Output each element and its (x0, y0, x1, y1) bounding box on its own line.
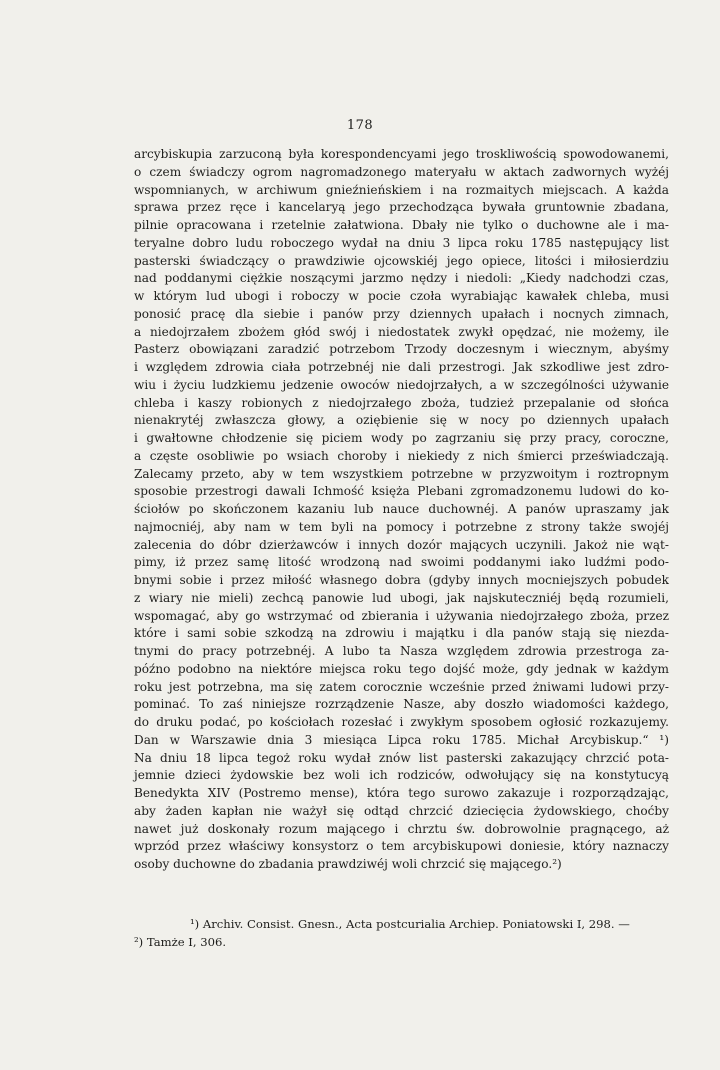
text-line: które i sami sobie szkodzą na zdrowiu i majątku i dla panów stają się niezda- (134, 626, 669, 641)
text-line: arcybiskupia zarzuconą była korespondencyami jego troskliwością spowodowanemi, (134, 147, 669, 161)
text-line: pilnie opracowana i rzetelnie załatwiona. Dbały nie tylko o duchowne ale i ma- (134, 218, 669, 232)
text-line: osoby duchowne do zbadania prawdziwéj woli chrzcić się mającego.²) (134, 857, 562, 871)
text-line: Benedykta XIV (Postremo mense), która tego surowo zakazuje i rozporządzając, (134, 786, 669, 800)
text-line: Na dniu 18 lipca tegoż roku wydał znów list pasterski zakazujący chrzcić pota- (134, 750, 669, 765)
text-line: wiu i życiu ludzkiemu jedzenie owoców niedojrzałych, a w szczególności używanie (134, 377, 669, 392)
text-line: i względem zdrowia ciała potrzebnéj nie dali przestrogi. Jak szkodliwe jest zdro- (134, 360, 669, 374)
text-line: wspomagać, aby go wstrzymać od zbierania i używania niedojrzałego zboża, przez (134, 608, 669, 623)
page-number: 178 (346, 118, 374, 133)
text-line: w którym lud ubogi i roboczy w pocie czoła wyrabiając kawałek chleba, musi (134, 289, 669, 303)
text-line: a częste osobliwie po wsiach choroby i niekiedy z nich śmierci przeświadczają. (134, 448, 669, 463)
text-line: ściołów po skończonem kazaniu lub nauce duchownéj. A panów upraszamy jak (134, 502, 669, 516)
text-line: nienakrytéj zwłaszcza głowy, a oziębienie się w nocy po dziennych upałach (134, 413, 669, 428)
text-line: do druku podać, po kościołach rozesłać i zwykłym sposobem ogłosić rozkazujemy. (134, 715, 669, 729)
text-line: sposobie przestrogi dawali Ichmość księża Plebani zgromadzonemu ludowi do ko- (134, 484, 669, 499)
text-line: o czem świadczy ogrom nagromadzonego materyału w aktach zadwornych wyżéj (134, 164, 669, 179)
text-line: aby żaden kapłan nie ważył się odtąd chrzcić dziecięcia żydowskiego, choćby (134, 803, 669, 818)
text-line: jemnie dzieci żydowskie bez woli ich rodziców, odwołujący się na konstytucyą (134, 768, 669, 783)
text-line: Zalecamy przeto, aby w tem wszystkiem potrzebne w przyzwoitym i roztropnym (134, 466, 669, 481)
text-line: późno podobno na niektóre miejsca roku tego dojść może, gdy jednak w każdym (134, 661, 669, 676)
text-line: ponosić pracę dla siebie i panów przy dziennych upałach i nocnych zimnach, (134, 306, 669, 321)
text-line: wprzód przez właściwy konsystorz o tem arcybiskupowi doniesie, który naznaczy (134, 839, 669, 854)
text-line: z wiary nie mieli) zechcą panowie lud ubogi, jak najskuteczniéj będą rozumieli, (134, 590, 669, 605)
text-line: pasterski świadczący o prawdziwie ojcowskiéj jego opiece, litości i miłosierdziu (134, 253, 669, 268)
text-line: chleba i kaszy robionych z niedojrzałego zboża, tudzież przepalanie od słońca (134, 395, 669, 410)
text-line: i gwałtowne chłodzenie się piciem wody po zagrzaniu się przy pracy, coroczne, (134, 431, 669, 445)
text-line: zalecenia do dóbr dzierżawców i innych dozór mających uczynili. Jakoż nie wąt- (134, 537, 669, 552)
text-line: najmocniéj, aby nam w tem byli na pomocy i potrzebne z strony także swojéj (134, 519, 669, 534)
body-text (134, 146, 669, 874)
text-line: teryalne dobro ludu roboczego wydał na dniu 3 lipca roku 1785 następujący list (134, 235, 669, 250)
text-line: sprawa przez ręce i kancelaryą jego przechodząca bywała gruntownie zbadana, (134, 200, 669, 215)
text-line: pimy, iż przez samę litość wrodzoną nad swoimi poddanymi iako ludźmi podo- (134, 555, 669, 570)
text-line: Pasterz obowiązani zaradzić potrzebom Trzody doczesnym i wiecznym, abyśmy (134, 342, 669, 357)
footnotes (134, 916, 669, 951)
footnote-2: ²) Tamże I, 306. (134, 934, 227, 949)
text-line: tnymi do pracy potrzebnéj. A lubo ta Nasza względem zdrowia przestroga za- (134, 644, 669, 658)
text-line: Dan w Warszawie dnia 3 miesiąca Lipca roku 1785. Michał Arcybiskup.“ ¹) (134, 732, 669, 747)
text-line: roku jest potrzebna, ma się zatem corocznie wcześnie przed żniwami ludowi przy- (134, 679, 669, 694)
text-line: nad poddanymi ciężkie noszącymi jarzmo nędzy i niedoli: „Kiedy nadchodzi czas, (134, 271, 669, 286)
text-line: pominać. To zaś niniejsze rozrządzenie Nasze, aby doszło wiadomości każdego, (134, 697, 669, 712)
text-line: bnymi sobie i przez miłość własnego dobra (gdyby innych mocniejszych pobudek (134, 573, 669, 587)
footnote-1: ¹) Archiv. Consist. Gnesn., Acta postcurialia Archiep. Poniatowski I, 298. — (190, 917, 630, 931)
text-line: nawet już doskonały rozum mającego i chrztu św. dobrowolnie pragnącego, aż (134, 821, 669, 836)
text-line: wspomnianych, w archiwum gnieźnieńskiem i na rozmaitych miejscach. A każda (134, 182, 669, 197)
text-line: a niedojrzałem zbożem głód swój i niedostatek zwykł opędzać, nie możemy, ile (134, 324, 669, 339)
